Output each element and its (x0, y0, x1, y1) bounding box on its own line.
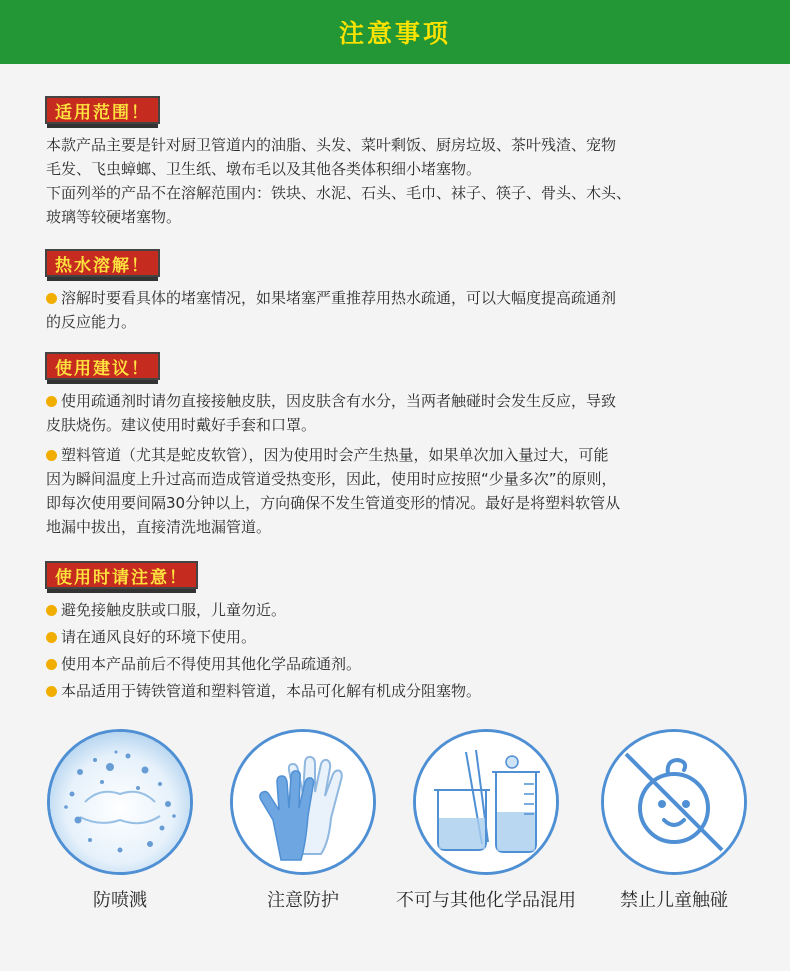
usage-line: 即每次使用要间隔30分钟以上，方向确保不发生管道变形的情况。最好是将塑料软管从 (46, 494, 621, 512)
bullet-dot (46, 659, 57, 670)
glove-icon (230, 729, 376, 875)
section-tag-usage: 使用建议！ (45, 352, 160, 380)
bullet-dot (46, 632, 57, 643)
scope-line: 毛发、飞虫蟑螂、卫生纸、墩布毛以及其他各类体积细小堵塞物。 (46, 160, 482, 178)
usage-line: 塑料管道（尤其是蛇皮软管），因为使用时会产生热量，如果单次加入量过大，可能 (46, 443, 756, 467)
section-tag-scope: 适用范围！ (45, 96, 160, 124)
bullet-dot (46, 686, 57, 697)
page-title: 注意事项 (338, 19, 451, 48)
splash-icon (47, 729, 193, 875)
caution-line: 避免接触皮肤或口服，儿童勿近。 (46, 598, 756, 622)
caution-line: 本品适用于铸铁管道和塑料管道，本品可化解有机成分阻塞物。 (46, 679, 756, 703)
hot-water-line: 的反应能力。 (46, 313, 137, 331)
section-tag-hot-water: 热水溶解！ (45, 249, 160, 277)
no-child-icon (601, 729, 747, 875)
bullet-dot (46, 293, 57, 304)
header-bar (0, 0, 790, 64)
scope-line: 下面列举的产品不在溶解范围内：铁块、水泥、石头、毛巾、袜子、筷子、骨头、木头、 (46, 184, 632, 202)
scope-line: 玻璃等较硬堵塞物。 (46, 208, 182, 226)
beaker-icon (413, 729, 559, 875)
icon-caption-no-child: 禁止儿童触碰 (620, 890, 728, 911)
caution-line: 请在通风良好的环境下使用。 (46, 625, 756, 649)
bullet-dot (46, 396, 57, 407)
bullet-dot (46, 605, 57, 616)
icon-caption-glove: 注意防护 (267, 890, 339, 911)
bullet-dot (46, 450, 57, 461)
usage-line: 使用疏通剂时请勿直接接触皮肤，因皮肤含有水分，当两者触碰时会发生反应，导致 (46, 389, 756, 413)
icon-caption-beaker: 不可与其他化学品混用 (396, 890, 576, 911)
section-tag-caution: 使用时请注意！ (45, 561, 198, 589)
icon-caption-splash: 防喷溅 (93, 890, 147, 911)
usage-line: 皮肤烧伤。建议使用时戴好手套和口罩。 (46, 416, 317, 434)
usage-line: 因为瞬间温度上升过高而造成管道受热变形，因此，使用时应按照“少量多次”的原则， (46, 470, 617, 488)
caution-line: 使用本产品前后不得使用其他化学品疏通剂。 (46, 652, 756, 676)
usage-line: 地漏中拔出，直接清洗地漏管道。 (46, 518, 272, 536)
hot-water-line: 溶解时要看具体的堵塞情况，如果堵塞严重推荐用热水疏通，可以大幅度提高疏通剂 (46, 286, 756, 310)
scope-line: 本款产品主要是针对厨卫管道内的油脂、头发、菜叶剩饭、厨房垃圾、茶叶残渣、宠物 (46, 136, 617, 154)
